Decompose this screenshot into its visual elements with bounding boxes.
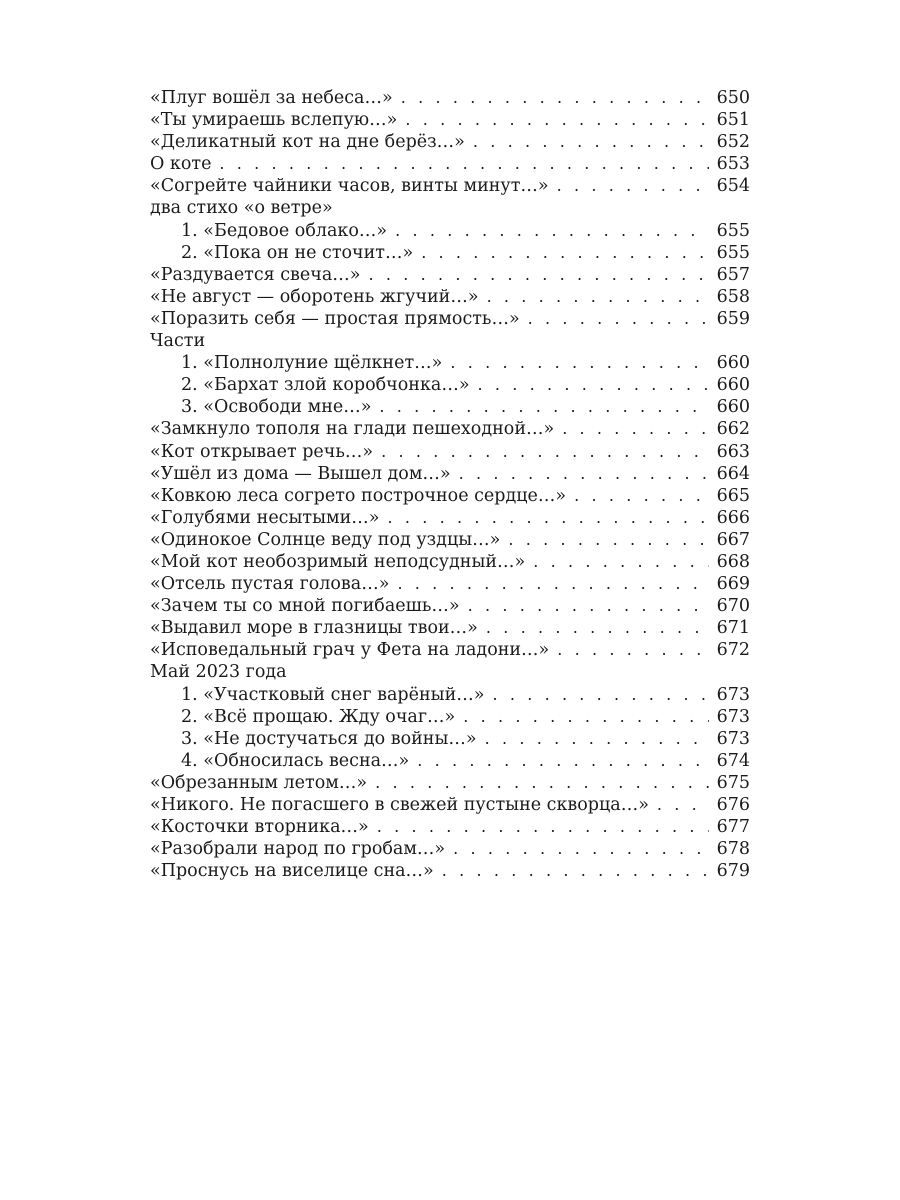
- toc-entry: [150, 441, 750, 463]
- toc-entry: [150, 684, 750, 706]
- toc-entry: [150, 551, 750, 573]
- toc-page-number: 673: [716, 684, 750, 705]
- toc-entry-title: «Зачем ты со мной погибаешь…»: [150, 596, 460, 617]
- dot-leader: [459, 463, 709, 485]
- toc-page-number: 676: [716, 795, 750, 815]
- dot-leader: [405, 109, 708, 131]
- toc-section-heading: [150, 197, 750, 219]
- toc-entry-title: 2. «Пока он не сточит…»: [181, 242, 414, 263]
- table-of-contents: [150, 87, 750, 882]
- dot-leader: [377, 816, 709, 838]
- dot-leader: [219, 153, 708, 175]
- toc-entry: [150, 87, 750, 109]
- toc-page-number: 662: [716, 419, 750, 440]
- dot-leader: [557, 175, 709, 197]
- toc-entry-title: 3. «Освободи мне…»: [181, 397, 372, 418]
- toc-entry-title: 1. «Участковый снег варёный…»: [181, 684, 485, 705]
- toc-entry: [150, 617, 750, 639]
- toc-entry: [150, 264, 750, 286]
- toc-entry: [150, 242, 750, 264]
- toc-page-number: 673: [716, 706, 750, 727]
- toc-page-number: 654: [716, 176, 750, 197]
- toc-entry-title: 1. «Полнолуние щёлкнет…»: [181, 353, 443, 374]
- toc-entry-title: «Ковкою леса согрето построчное сердце…»: [150, 485, 567, 506]
- toc-page-number: 678: [716, 839, 750, 860]
- toc-entry: [150, 286, 750, 308]
- toc-page-number: 668: [716, 551, 750, 572]
- toc-entry-title: «Разобрали народ по гробам…»: [150, 839, 446, 860]
- dot-leader: [473, 131, 709, 153]
- toc-entry-title: «Деликатный кот на дне берёз…»: [150, 132, 465, 153]
- toc-section-heading: [150, 661, 750, 683]
- toc-page-number: 658: [716, 286, 750, 307]
- toc-page-number: 669: [716, 574, 750, 595]
- dot-leader: [528, 308, 709, 330]
- dot-leader: [492, 684, 708, 706]
- toc-entry-title: 4. «Обносилась весна…»: [181, 750, 410, 771]
- dot-leader: [486, 617, 709, 639]
- toc-entry-title: «Голубями несытыми…»: [150, 507, 380, 528]
- toc-entry-title: «Кот открывает речь…»: [150, 441, 374, 462]
- toc-entry-title: «Никого. Не погасшего в свежей пустыне скворца…»: [150, 795, 649, 815]
- toc-entry-title: «Согрейте чайники часов, винты минут…»: [150, 176, 549, 197]
- toc-entry-title: «Одинокое Солнце веду под уздцы…»: [150, 529, 501, 550]
- toc-page-number: 666: [716, 507, 750, 528]
- toc-entry-title: Май 2023 года: [150, 662, 287, 683]
- dot-leader: [421, 242, 708, 264]
- dot-leader: [574, 485, 709, 507]
- dot-leader: [388, 507, 709, 529]
- toc-entry-title: «Косточки вторника…»: [150, 817, 369, 838]
- dot-leader: [478, 374, 709, 396]
- toc-entry: [150, 639, 750, 661]
- toc-entry-title: «Отсель пустая голова…»: [150, 574, 390, 595]
- toc-page-number: 674: [716, 750, 750, 771]
- toc-entry: [150, 860, 750, 882]
- dot-leader: [487, 286, 709, 308]
- toc-page-number: 659: [716, 308, 750, 329]
- toc-entry-title: «Проснусь на виселице сна…»: [150, 861, 434, 882]
- dot-leader: [417, 750, 708, 772]
- toc-page-number: 657: [716, 264, 750, 285]
- dot-leader: [485, 728, 709, 750]
- dot-leader: [397, 573, 708, 595]
- toc-entry: [150, 750, 750, 772]
- dot-leader: [562, 418, 708, 440]
- toc-entry-title: 2. «Всё прощаю. Жду очаг…»: [181, 706, 456, 727]
- dot-leader: [395, 220, 708, 242]
- toc-page-number: 679: [716, 861, 750, 882]
- toc-entry-title: «Обрезанным летом…»: [150, 772, 368, 793]
- toc-page-number: 655: [716, 242, 750, 263]
- toc-entry: [150, 396, 750, 418]
- toc-page-number: 660: [716, 353, 750, 374]
- toc-page-number: 653: [716, 154, 750, 175]
- toc-entry-title: два стихо «о ветре»: [150, 198, 333, 219]
- toc-entry-title: «Замкнуло тополя на глади пешеходной…»: [150, 419, 555, 440]
- toc-entry-title: «Мой кот необозримый неподсудный…»: [150, 551, 526, 572]
- dot-leader: [368, 264, 708, 286]
- toc-page-number: 667: [716, 529, 750, 550]
- toc-entry: [150, 595, 750, 617]
- toc-entry-title: Части: [150, 331, 206, 352]
- toc-entry-title: «Исповедальный грач у Фета на ладони…»: [150, 640, 550, 661]
- dot-leader: [657, 794, 709, 816]
- dot-leader: [442, 860, 709, 882]
- toc-page-number: 652: [716, 132, 750, 153]
- toc-entry: [150, 374, 750, 396]
- dot-leader: [557, 639, 708, 661]
- toc-page-number: 671: [716, 618, 750, 639]
- toc-entry-title: 1. «Бедовое облако…»: [181, 220, 388, 241]
- toc-page-number: 660: [716, 397, 750, 418]
- toc-entry-title: «Не август — оборотень жгучий…»: [150, 286, 479, 307]
- toc-entry-title: «Поразить себя — простая прямость…»: [150, 308, 520, 329]
- toc-entry: [150, 706, 750, 728]
- toc-entry: [150, 352, 750, 374]
- toc-page-number: 650: [716, 88, 750, 108]
- toc-entry: [150, 308, 750, 330]
- dot-leader: [453, 838, 708, 860]
- toc-page-number: 673: [716, 728, 750, 749]
- toc-entry: [150, 816, 750, 838]
- toc-entry-title: 3. «Не достучаться до войны…»: [181, 728, 477, 749]
- toc-entry: [150, 175, 750, 197]
- toc-entry: [150, 529, 750, 551]
- dot-leader: [401, 87, 709, 109]
- toc-page-number: 665: [716, 485, 750, 506]
- toc-page-number: 651: [716, 110, 750, 131]
- toc-page-number: 663: [716, 441, 750, 462]
- toc-page-number: 675: [716, 772, 750, 793]
- toc-entry: [150, 418, 750, 440]
- toc-page-number: 664: [716, 463, 750, 484]
- toc-entry-title: «Плуг вошёл за небеса…»: [150, 88, 393, 108]
- toc-entry: [150, 573, 750, 595]
- toc-entry: [150, 728, 750, 750]
- toc-entry: [150, 153, 750, 175]
- toc-entry-title: О коте: [150, 154, 212, 175]
- toc-page-number: 655: [716, 220, 750, 241]
- dot-leader: [508, 529, 708, 551]
- dot-leader: [450, 352, 708, 374]
- toc-entry-title: 2. «Бархат злой коробчонка…»: [181, 375, 470, 396]
- dot-leader: [463, 706, 708, 728]
- dot-leader: [375, 772, 709, 794]
- dot-leader: [381, 441, 709, 463]
- toc-entry: [150, 485, 750, 507]
- toc-entry: [150, 772, 750, 794]
- toc-entry-title: «Раздувается свеча…»: [150, 264, 361, 285]
- toc-entry: [150, 794, 750, 816]
- toc-entry: [150, 131, 750, 153]
- dot-leader: [468, 595, 709, 617]
- dot-leader: [379, 396, 708, 418]
- toc-section-heading: [150, 330, 750, 352]
- toc-entry-title: «Выдавил море в глазницы твои…»: [150, 618, 478, 639]
- toc-entry: [150, 220, 750, 242]
- toc-entry: [150, 838, 750, 860]
- toc-page-number: 672: [716, 640, 750, 661]
- dot-leader: [533, 551, 708, 573]
- toc-page-number: 660: [716, 375, 750, 396]
- toc-entry: [150, 109, 750, 131]
- toc-entry-title: «Ты умираешь вслепую…»: [150, 110, 398, 131]
- toc-page-number: 670: [716, 596, 750, 617]
- toc-page-number: 677: [716, 817, 750, 838]
- toc-entry-title: «Ушёл из дома — Вышел дом…»: [150, 463, 451, 484]
- toc-entry: [150, 463, 750, 485]
- toc-entry: [150, 507, 750, 529]
